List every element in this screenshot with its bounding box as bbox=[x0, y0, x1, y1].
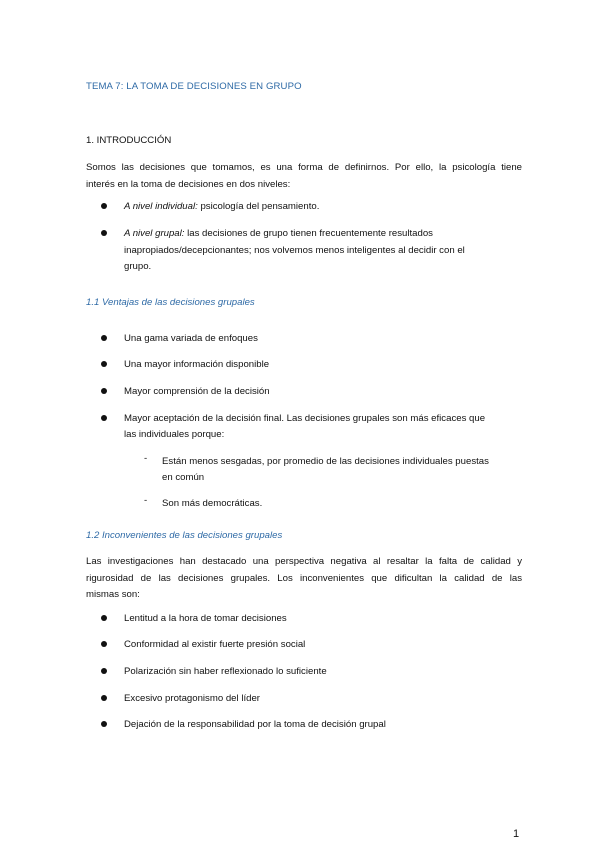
level-individual bbox=[124, 198, 522, 215]
bullet-icon bbox=[101, 615, 107, 621]
bullet-icon bbox=[101, 721, 107, 727]
drawback-item: Dejación de la responsabilidad por la toma de decisión grupal bbox=[124, 719, 386, 730]
drawback-item: Conformidad al existir fuerte presión social bbox=[124, 639, 306, 650]
drawback-item: Polarización sin haber reflexionado lo suficiente bbox=[124, 666, 327, 677]
bullet-icon bbox=[101, 230, 107, 236]
level-grupal-line-3: grupo. bbox=[124, 261, 152, 272]
dash-marker: - bbox=[144, 453, 148, 464]
document-title: TEMA 7: LA TOMA DE DECISIONES EN GRUPO bbox=[86, 81, 302, 92]
advantage-item: Una mayor información disponible bbox=[124, 359, 270, 370]
section-inconvenientes-title: 1.2 Inconvenientes de las decisiones grupales bbox=[86, 530, 283, 541]
heading-introduccion: 1. INTRODUCCIÓN bbox=[86, 135, 172, 146]
intro-line-2: interés en la toma de decisiones en dos niveles: bbox=[86, 179, 291, 190]
bullet-icon bbox=[101, 335, 107, 341]
reason-item-1-line-1: Están menos sesgadas, por promedio de las decisiones individuales puestas bbox=[162, 456, 489, 467]
drawbacks-intro-line-1: Las investigaciones han destacado una perspectiva negativa al resaltar la falta de calidad y bbox=[86, 556, 522, 567]
drawback-item: Lentitud a la hora de tomar decisiones bbox=[124, 613, 287, 624]
level-individual-text: psicología del pensamiento. bbox=[197, 201, 320, 212]
bullet-icon bbox=[101, 668, 107, 674]
advantage-item: Una gama variada de enfoques bbox=[124, 333, 258, 344]
level-grupal-label: A nivel grupal: bbox=[124, 228, 185, 239]
bullet-icon bbox=[101, 415, 107, 421]
bullet-icon bbox=[101, 695, 107, 701]
drawbacks-intro-line-3: mismas son: bbox=[86, 589, 140, 600]
level-grupal-text-1: las decisiones de grupo tienen frecuentemente resultados bbox=[184, 228, 433, 239]
level-grupal-line-2: inapropiados/decepcionantes; nos volvemos menos inteligentes al decidir con el bbox=[124, 245, 465, 256]
page-number: 1 bbox=[513, 828, 520, 840]
reason-item-2: Son más democráticas. bbox=[162, 498, 263, 509]
bullet-icon bbox=[101, 641, 107, 647]
dash-marker: - bbox=[144, 495, 148, 506]
level-individual-label: A nivel individual: bbox=[124, 201, 198, 212]
section-ventajas-title: 1.1 Ventajas de las decisiones grupales bbox=[86, 297, 255, 308]
drawbacks-intro-line-2: rigurosidad de las decisiones grupales. Los inconvenientes que dificultan la calidad de las bbox=[86, 573, 522, 584]
bullet-icon bbox=[101, 361, 107, 367]
bullet-icon bbox=[101, 203, 107, 209]
drawback-item: Excesivo protagonismo del líder bbox=[124, 693, 260, 704]
advantage-item-4-line-2: las individuales porque: bbox=[124, 429, 225, 440]
advantage-item: Mayor comprensión de la decisión bbox=[124, 386, 270, 397]
level-grupal-line-1 bbox=[124, 225, 522, 242]
bullet-icon bbox=[101, 388, 107, 394]
reason-item-1-line-2: en común bbox=[162, 472, 205, 483]
advantage-item-4-line-1: Mayor aceptación de la decisión final. Las decisiones grupales son más eficaces que bbox=[124, 413, 486, 424]
intro-line-1: Somos las decisiones que tomamos, es una forma de definirnos. Por ello, la psicología tiene bbox=[86, 162, 522, 173]
